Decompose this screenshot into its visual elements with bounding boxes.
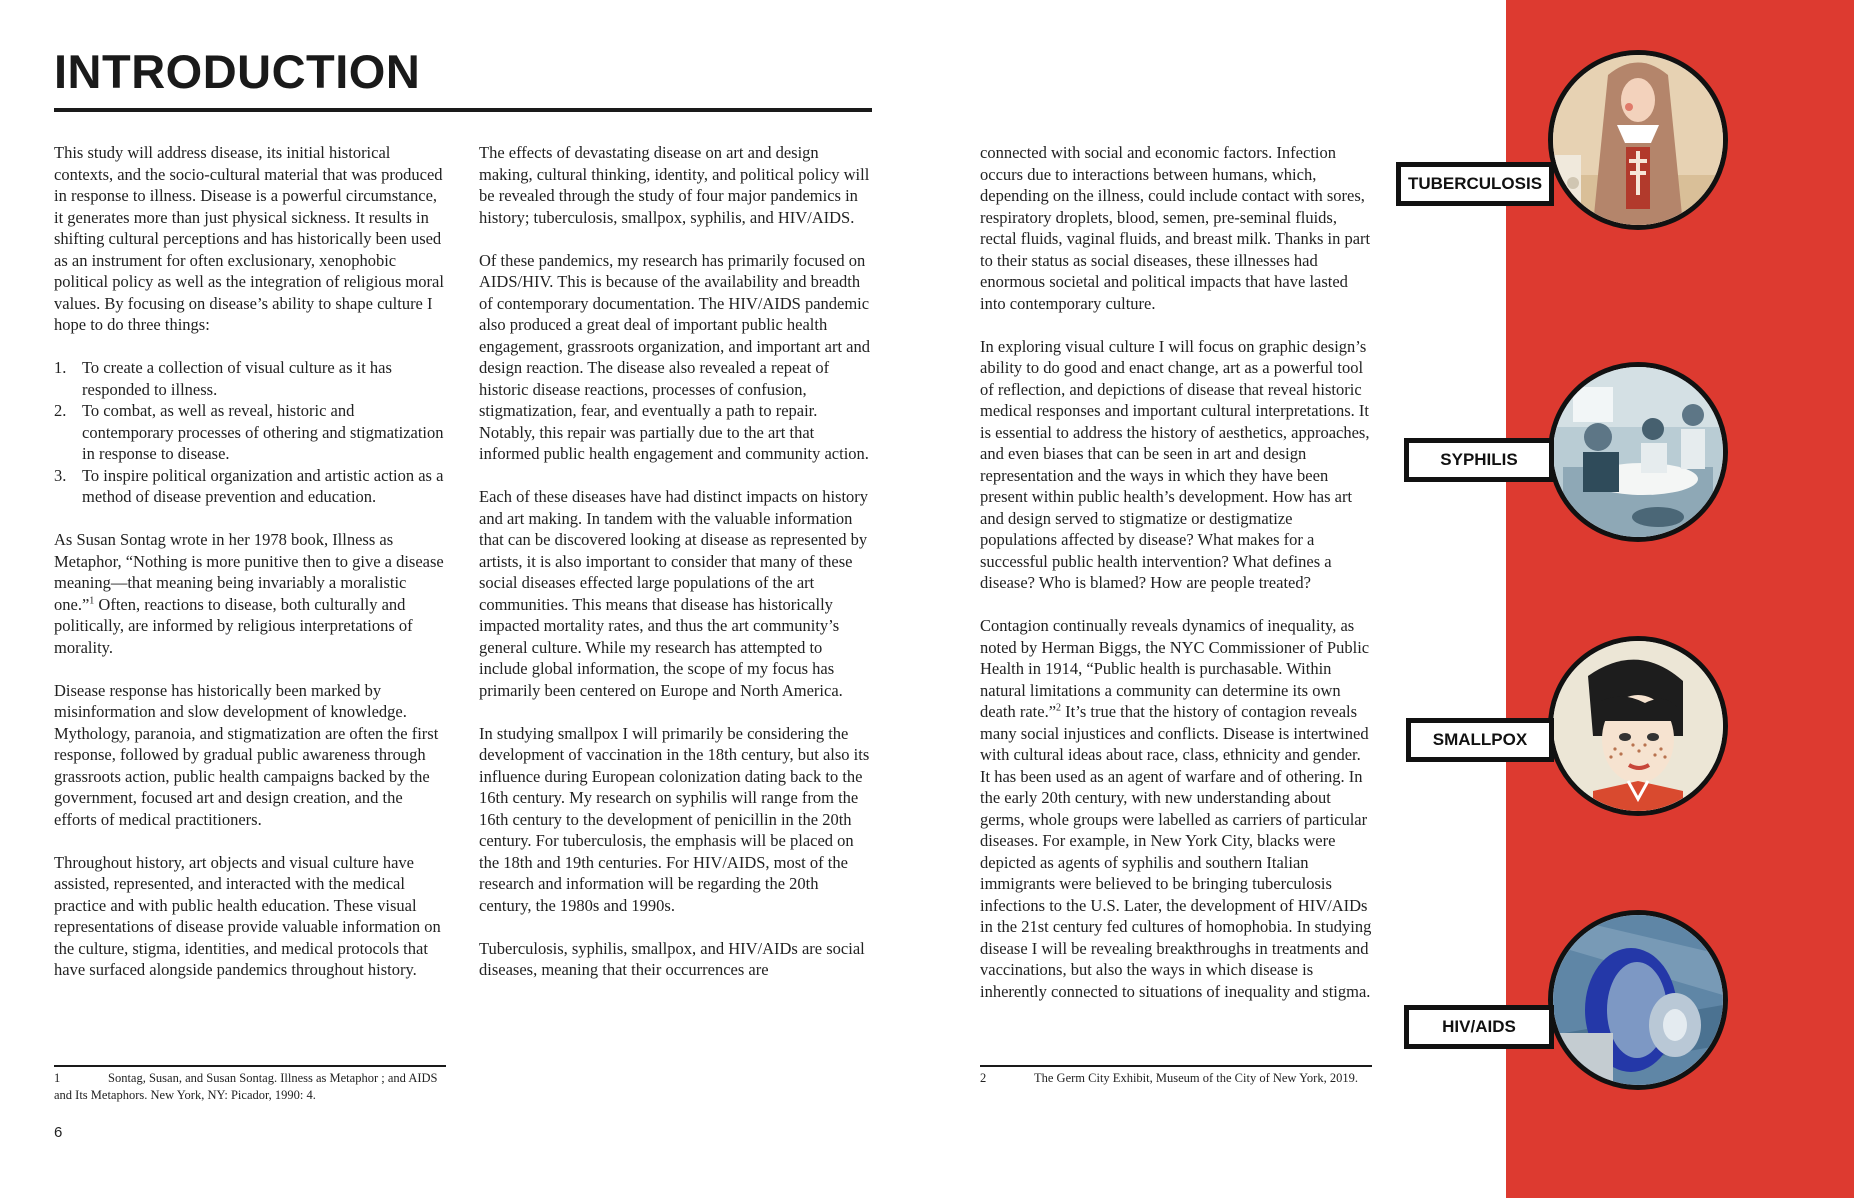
smallpox-illustration	[1548, 636, 1728, 816]
footnote-2	[980, 1070, 1372, 1087]
footnote-number: 1	[54, 1071, 61, 1085]
list-item	[54, 400, 446, 465]
paragraph: This study will address disease, its initial historical contexts, and the socio-cultural material that was produced in response to illness. Disease is a powerful circumstance, it generates more than just physical sickness. It results in shifting cultural perceptions and has historically been used as an instrument for often exclusionary, xenophobic political policy as well as the integration of religious moral values. By focusing on disease’s ability to shape culture I hope to do three things:	[54, 143, 444, 334]
list-number: 1.	[54, 358, 67, 377]
list-item	[54, 357, 446, 400]
label-tuberculosis: TUBERCULOSIS	[1396, 162, 1554, 206]
label-smallpox: SMALLPOX	[1406, 718, 1554, 762]
text-column-1	[54, 142, 446, 1002]
list-text: To combat, as well as reveal, historic and contemporary processes of othering and stigmatization in response to disease.	[82, 401, 444, 463]
paragraph-text: As Susan Sontag wrote in her 1978 book, Illness as Metaphor, “Nothing is more punitive then to give a disease meaning—that meaning being invariably a moralistic one.”	[54, 530, 444, 614]
syphilis-illustration	[1548, 362, 1728, 542]
page-number: 6	[54, 1124, 63, 1141]
paragraph-text: Often, reactions to disease, both culturally and politically, are informed by religious interpretations of morality.	[54, 594, 413, 657]
list-item	[54, 465, 446, 508]
paragraph	[54, 529, 446, 658]
paragraph: The effects of devastating disease on art and design making, cultural thinking, identity, and political policy will be revealed through the study of four major pandemics in history; tuberculosis, smallpox, syphilis, and HIV/AIDS.	[479, 143, 870, 227]
paragraph: Throughout history, art objects and visual culture have assisted, represented, and interacted with the medical practice and with public health education. These visual representations of disease provide valuable information on the culture, stigma, identities, and medical protocols that have surfaced alongside pandemics throughout history.	[54, 852, 441, 979]
footnote-text: The Germ City Exhibit, Museum of the City of New York, 2019.	[1034, 1071, 1358, 1085]
paragraph: Tuberculosis, syphilis, smallpox, and HIV/AIDs are social diseases, meaning that their occurrences are	[479, 938, 865, 979]
text-column-2	[479, 142, 871, 1002]
paragraph	[980, 615, 1372, 1002]
goals-list	[54, 357, 446, 508]
paragraph-text: Contagion continually reveals dynamics of inequality, as noted by Herman Biggs, the NYC Commissioner of Public Health in 1914, “Public health is purchasable. Within natural limitations a community can determine its own death rate.”	[980, 616, 1370, 721]
list-text: To create a collection of visual culture as it has responded to illness.	[82, 358, 392, 399]
text-column-3	[980, 142, 1372, 1002]
paragraph: Each of these diseases have had distinct impacts on history and art making. In tandem with the valuable information that can be discovered looking at disease as represented by artists, it is also important to consider that many of these social diseases effected large populations of the art communities. This means that disease has historically impacted mortality rates, and thus the art community’s general culture. While my research has attempted to include global information, the scope of my focus has primarily been centered on Europe and North America.	[479, 487, 869, 700]
hiv-aids-illustration	[1548, 910, 1728, 1090]
footnote-rule	[54, 1065, 446, 1067]
paragraph: In studying smallpox I will primarily be considering the development of vaccination in the 18th century, but also its influence during European colonization dating back to the 16th century. My research on syphilis will range from the 16th century to the development of penicillin in the 20th century. For tuberculosis, the emphasis will be placed on the 18th and 19th centuries. For HIV/AIDS, most of the research and information will be regarding the 20th century, the 1980s and 1990s.	[479, 723, 870, 915]
footnote-ref[interactable]: 2	[1056, 702, 1062, 714]
paragraph-text: It’s true that the history of contagion reveals many social injustices and conflicts. Disease is intertwined with cultural ideas about race, class, ethnicity and gender. It has been used as an agent of warfare and of othering. In the early 20th century, with new understanding about germs, whole groups were labelled as carriers of particular diseases. For example, in New York City, blacks were depicted as agents of syphilis and southern Italian immigrants were believed to be bringing tuberculosis infections to the U.S. Later, the development of HIV/AIDs in the 21st century fed cultures of homophobia. In studying disease I will be revealing breakthroughs in treatments and vaccinations, but also the ways in which disease is inherently connected to situations of inequality and stigma.	[980, 702, 1372, 1001]
label-syphilis: SYPHILIS	[1404, 438, 1554, 482]
page-title: INTRODUCTION	[54, 45, 421, 98]
label-hiv-aids: HIV/AIDS	[1404, 1005, 1554, 1049]
paragraph: Disease response has historically been marked by misinformation and slow development of knowledge. Mythology, paranoia, and stigmatization are often the first response, followed by gradual public awareness through grassroots action, public health campaigns backed by the government, focused art and design creation, and the efforts of medical practitioners.	[54, 680, 439, 829]
footnote-number: 2	[980, 1071, 987, 1085]
footnote-ref[interactable]: 1	[89, 595, 95, 606]
tuberculosis-illustration	[1548, 50, 1728, 230]
list-text: To inspire political organization and artistic action as a method of disease prevention and education.	[82, 465, 444, 506]
footnote-rule	[980, 1065, 1372, 1067]
list-number: 3.	[54, 465, 67, 485]
footnote-1	[54, 1070, 446, 1104]
title-rule	[54, 108, 872, 112]
paragraph: In exploring visual culture I will focus on graphic design’s ability to do good and enact change, art as a powerful tool of reflection, and depictions of disease that reveal historic medical responses and important cultural interpretations. It is essential to address the history of aesthetics, approaches, and even biases that can be seen in art and design representation and the ways in which they have been present within public health’s development. How has art and design served to stigmatize or destigmatize populations affected by disease? What makes for a successful public health intervention? What defines a disease? Who is blamed? How are people treated?	[980, 336, 1370, 592]
footnote-text: Sontag, Susan, and Susan Sontag. Illness as Metaphor ; and AIDS and Its Metaphors. New York, NY: Picador, 1990: 4.	[54, 1071, 438, 1102]
paragraph: Of these pandemics, my research has primarily focused on AIDS/HIV. This is because of the availability and breadth of contemporary documentation. The HIV/AIDS pandemic also produced a great deal of important public health engagement, grassroots organization, and important art and design reaction. The disease also revealed a repeat of historic disease reactions, processes of confusion, stigmatization, fear, and eventually a path to repair. Notably, this repair was partially due to the art that informed public health engagement and community action.	[479, 250, 870, 463]
list-number: 2.	[54, 401, 67, 420]
paragraph: connected with social and economic factors. Infection occurs due to interactions between humans, which, depending on the illness, could include contact with sores, respiratory droplets, blood, semen, pre-seminal fluids, rectal fluids, vaginal fluids, and breast milk. Thanks in part to their status as social diseases, these illnesses had enormous societal and political impacts that have lasted into contemporary culture.	[980, 143, 1371, 313]
